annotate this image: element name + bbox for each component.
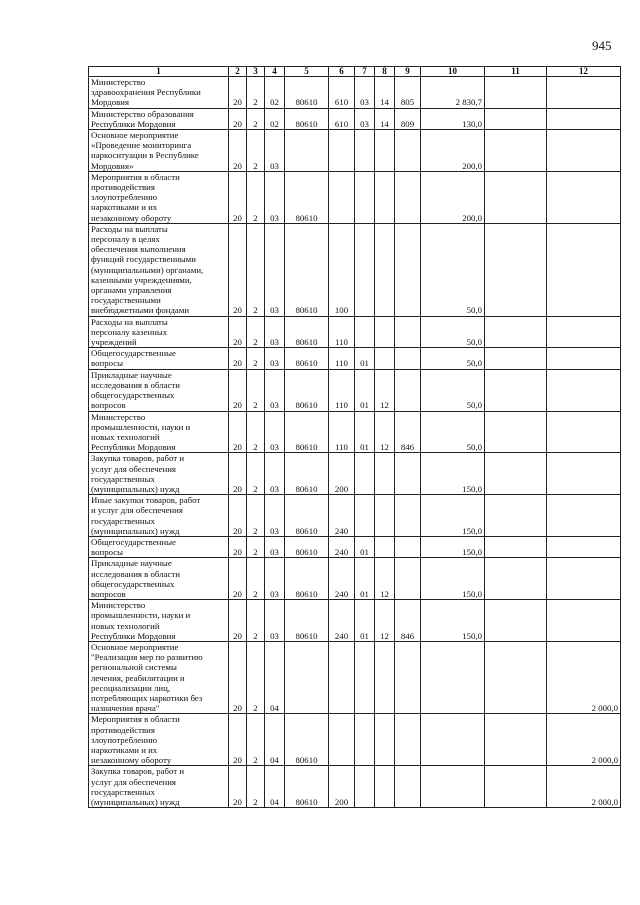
table-header-row <box>89 67 621 77</box>
column-5-cell: 80610 <box>285 714 329 766</box>
column-3-cell: 2 <box>247 348 265 369</box>
column-9-cell <box>395 223 421 316</box>
column-11-cell <box>485 558 547 600</box>
column-6-cell <box>329 714 355 766</box>
row-name-cell: Закупка товаров, работ и услуг для обеспечения государственных (муниципальных) нужд <box>89 766 229 808</box>
row-name-cell: Министерство промышленности, науки и новых технологий Республики Мордовия <box>89 600 229 642</box>
column-8-cell: 12 <box>375 369 395 411</box>
column-4-cell: 03 <box>265 536 285 557</box>
column-10-cell: 50,0 <box>421 348 485 369</box>
column-3-cell: 2 <box>247 641 265 713</box>
column-10-cell: 150,0 <box>421 453 485 495</box>
column-5-cell: 80610 <box>285 536 329 557</box>
table-row <box>89 77 621 109</box>
column-2-cell: 20 <box>229 369 247 411</box>
column-12-cell <box>547 600 621 642</box>
column-10-cell: 50,0 <box>421 369 485 411</box>
column-11-cell <box>485 641 547 713</box>
row-name-cell: Общегосударственные вопросы <box>89 536 229 557</box>
column-9-cell <box>395 714 421 766</box>
column-4-cell: 03 <box>265 369 285 411</box>
column-4-cell: 03 <box>265 600 285 642</box>
row-name-cell: Общегосударственные вопросы <box>89 348 229 369</box>
column-10-cell <box>421 641 485 713</box>
column-header-9: 9 <box>395 67 421 77</box>
table-row <box>89 600 621 642</box>
column-8-cell: 12 <box>375 558 395 600</box>
column-7-cell: 01 <box>355 600 375 642</box>
column-2-cell: 20 <box>229 316 247 348</box>
column-header-11: 11 <box>485 67 547 77</box>
column-5-cell: 80610 <box>285 348 329 369</box>
column-header-12: 12 <box>547 67 621 77</box>
column-12-cell <box>547 495 621 537</box>
column-11-cell <box>485 171 547 223</box>
column-8-cell <box>375 130 395 172</box>
column-5-cell: 80610 <box>285 453 329 495</box>
column-4-cell: 02 <box>265 77 285 109</box>
table-row <box>89 411 621 453</box>
column-12-cell <box>547 316 621 348</box>
row-name-cell: Министерство образования Республики Мордовия <box>89 108 229 129</box>
column-9-cell: 805 <box>395 77 421 109</box>
column-4-cell: 04 <box>265 766 285 808</box>
column-11-cell <box>485 348 547 369</box>
column-10-cell: 50,0 <box>421 411 485 453</box>
column-6-cell: 200 <box>329 766 355 808</box>
row-name-cell: Прикладные научные исследования в области общегосударственных вопросов <box>89 369 229 411</box>
column-3-cell: 2 <box>247 600 265 642</box>
column-12-cell <box>547 453 621 495</box>
column-10-cell: 200,0 <box>421 130 485 172</box>
column-9-cell <box>395 369 421 411</box>
column-11-cell <box>485 453 547 495</box>
column-10-cell <box>421 714 485 766</box>
column-6-cell: 100 <box>329 223 355 316</box>
column-4-cell: 02 <box>265 108 285 129</box>
column-2-cell: 20 <box>229 714 247 766</box>
column-6-cell <box>329 171 355 223</box>
column-7-cell <box>355 495 375 537</box>
column-11-cell <box>485 600 547 642</box>
column-12-cell <box>547 171 621 223</box>
column-7-cell <box>355 316 375 348</box>
column-header-4: 4 <box>265 67 285 77</box>
table-row <box>89 108 621 129</box>
column-8-cell <box>375 714 395 766</box>
column-11-cell <box>485 77 547 109</box>
column-7-cell: 03 <box>355 108 375 129</box>
row-name-cell: Основное мероприятие "Реализация мер по развитию региональной системы лечения, реабилитации и ресоциализации лиц, потребляющих наркотики без назначения врача" <box>89 641 229 713</box>
column-9-cell <box>395 453 421 495</box>
column-5-cell: 80610 <box>285 77 329 109</box>
column-5-cell <box>285 130 329 172</box>
column-7-cell: 01 <box>355 536 375 557</box>
column-10-cell: 2 830,7 <box>421 77 485 109</box>
column-8-cell <box>375 316 395 348</box>
column-header-1: 1 <box>89 67 229 77</box>
column-12-cell <box>547 369 621 411</box>
column-2-cell: 20 <box>229 536 247 557</box>
column-7-cell <box>355 223 375 316</box>
column-header-5: 5 <box>285 67 329 77</box>
column-3-cell: 2 <box>247 411 265 453</box>
column-4-cell: 03 <box>265 223 285 316</box>
column-8-cell <box>375 453 395 495</box>
column-3-cell: 2 <box>247 766 265 808</box>
table-row <box>89 766 621 808</box>
row-name-cell: Мероприятия в области противодействия злоупотреблению наркотиками и их незаконному обороту <box>89 171 229 223</box>
column-5-cell: 80610 <box>285 766 329 808</box>
table-row <box>89 348 621 369</box>
row-name-cell: Министерство здравоохранения Республики Мордовия <box>89 77 229 109</box>
column-3-cell: 2 <box>247 316 265 348</box>
table-row <box>89 453 621 495</box>
column-2-cell: 20 <box>229 600 247 642</box>
column-4-cell: 03 <box>265 453 285 495</box>
column-12-cell <box>547 130 621 172</box>
column-2-cell: 20 <box>229 411 247 453</box>
column-12-cell: 2 000,0 <box>547 714 621 766</box>
column-10-cell: 130,0 <box>421 108 485 129</box>
column-header-7: 7 <box>355 67 375 77</box>
column-6-cell <box>329 641 355 713</box>
table-row <box>89 171 621 223</box>
column-6-cell: 610 <box>329 108 355 129</box>
column-5-cell: 80610 <box>285 495 329 537</box>
column-3-cell: 2 <box>247 108 265 129</box>
column-5-cell: 80610 <box>285 600 329 642</box>
column-6-cell: 110 <box>329 348 355 369</box>
column-6-cell: 240 <box>329 600 355 642</box>
column-7-cell: 01 <box>355 369 375 411</box>
column-5-cell: 80610 <box>285 171 329 223</box>
column-2-cell: 20 <box>229 558 247 600</box>
column-7-cell <box>355 714 375 766</box>
column-2-cell: 20 <box>229 495 247 537</box>
column-9-cell <box>395 130 421 172</box>
table-row <box>89 558 621 600</box>
column-11-cell <box>485 495 547 537</box>
column-10-cell: 50,0 <box>421 223 485 316</box>
column-12-cell <box>547 536 621 557</box>
table-row <box>89 223 621 316</box>
column-4-cell: 03 <box>265 495 285 537</box>
column-6-cell: 240 <box>329 495 355 537</box>
column-6-cell: 240 <box>329 558 355 600</box>
column-2-cell: 20 <box>229 453 247 495</box>
column-3-cell: 2 <box>247 714 265 766</box>
column-3-cell: 2 <box>247 453 265 495</box>
column-11-cell <box>485 369 547 411</box>
column-7-cell: 01 <box>355 411 375 453</box>
column-9-cell <box>395 495 421 537</box>
column-3-cell: 2 <box>247 536 265 557</box>
column-3-cell: 2 <box>247 558 265 600</box>
column-7-cell: 03 <box>355 77 375 109</box>
column-9-cell <box>395 536 421 557</box>
column-11-cell <box>485 108 547 129</box>
column-11-cell <box>485 316 547 348</box>
column-10-cell: 200,0 <box>421 171 485 223</box>
column-2-cell: 20 <box>229 130 247 172</box>
column-12-cell <box>547 77 621 109</box>
column-7-cell <box>355 171 375 223</box>
column-10-cell: 150,0 <box>421 600 485 642</box>
column-8-cell <box>375 536 395 557</box>
column-7-cell <box>355 766 375 808</box>
page-number: 945 <box>592 38 612 53</box>
column-8-cell <box>375 223 395 316</box>
column-8-cell <box>375 641 395 713</box>
column-11-cell <box>485 766 547 808</box>
column-6-cell: 110 <box>329 369 355 411</box>
row-name-cell: Иные закупки товаров, работ и услуг для обеспечения государственных (муниципальных) нужд <box>89 495 229 537</box>
column-4-cell: 03 <box>265 171 285 223</box>
row-name-cell: Расходы на выплаты персоналу казенных учреждений <box>89 316 229 348</box>
column-5-cell: 80610 <box>285 108 329 129</box>
column-2-cell: 20 <box>229 77 247 109</box>
column-8-cell <box>375 766 395 808</box>
column-8-cell <box>375 495 395 537</box>
column-11-cell <box>485 223 547 316</box>
table-row <box>89 369 621 411</box>
column-3-cell: 2 <box>247 369 265 411</box>
column-12-cell <box>547 348 621 369</box>
column-11-cell <box>485 714 547 766</box>
column-4-cell: 03 <box>265 348 285 369</box>
column-header-10: 10 <box>421 67 485 77</box>
column-12-cell <box>547 223 621 316</box>
column-5-cell <box>285 641 329 713</box>
column-7-cell: 01 <box>355 348 375 369</box>
column-9-cell <box>395 766 421 808</box>
column-7-cell: 01 <box>355 558 375 600</box>
column-2-cell: 20 <box>229 108 247 129</box>
column-9-cell <box>395 348 421 369</box>
column-5-cell: 80610 <box>285 411 329 453</box>
column-3-cell: 2 <box>247 171 265 223</box>
column-6-cell: 110 <box>329 411 355 453</box>
column-4-cell: 04 <box>265 714 285 766</box>
column-9-cell: 809 <box>395 108 421 129</box>
column-10-cell: 50,0 <box>421 316 485 348</box>
column-4-cell: 03 <box>265 316 285 348</box>
column-3-cell: 2 <box>247 223 265 316</box>
budget-table <box>88 66 621 808</box>
column-5-cell: 80610 <box>285 223 329 316</box>
table-row <box>89 536 621 557</box>
column-7-cell <box>355 130 375 172</box>
column-10-cell <box>421 766 485 808</box>
table-row <box>89 316 621 348</box>
row-name-cell: Мероприятия в области противодействия злоупотреблению наркотиками и их незаконному обороту <box>89 714 229 766</box>
column-3-cell: 2 <box>247 77 265 109</box>
table-row <box>89 495 621 537</box>
column-10-cell: 150,0 <box>421 495 485 537</box>
table-body <box>89 77 621 808</box>
column-2-cell: 20 <box>229 641 247 713</box>
column-8-cell <box>375 348 395 369</box>
column-header-2: 2 <box>229 67 247 77</box>
column-2-cell: 20 <box>229 171 247 223</box>
column-12-cell <box>547 411 621 453</box>
column-7-cell <box>355 641 375 713</box>
column-12-cell: 2 000,0 <box>547 766 621 808</box>
column-9-cell <box>395 171 421 223</box>
column-5-cell: 80610 <box>285 316 329 348</box>
column-7-cell <box>355 453 375 495</box>
column-11-cell <box>485 536 547 557</box>
row-name-cell: Прикладные научные исследования в области общегосударственных вопросов <box>89 558 229 600</box>
table-row <box>89 641 621 713</box>
column-9-cell <box>395 558 421 600</box>
column-4-cell: 03 <box>265 130 285 172</box>
row-name-cell: Расходы на выплаты персоналу в целях обеспечения выполнения функций государственными (муниципальными) органами, казенными учреждениями, органами управления государственными внебюджетными фондами <box>89 223 229 316</box>
column-10-cell: 150,0 <box>421 536 485 557</box>
row-name-cell: Основное мероприятие «Проведение мониторинга наркоситуации в Республике Мордовия» <box>89 130 229 172</box>
column-11-cell <box>485 411 547 453</box>
column-header-6: 6 <box>329 67 355 77</box>
column-header-3: 3 <box>247 67 265 77</box>
column-12-cell <box>547 558 621 600</box>
column-9-cell <box>395 641 421 713</box>
column-3-cell: 2 <box>247 130 265 172</box>
column-4-cell: 04 <box>265 641 285 713</box>
column-2-cell: 20 <box>229 223 247 316</box>
column-8-cell: 12 <box>375 411 395 453</box>
column-8-cell: 14 <box>375 77 395 109</box>
row-name-cell: Закупка товаров, работ и услуг для обеспечения государственных (муниципальных) нужд <box>89 453 229 495</box>
column-5-cell: 80610 <box>285 558 329 600</box>
column-11-cell <box>485 130 547 172</box>
column-header-8: 8 <box>375 67 395 77</box>
column-9-cell: 846 <box>395 411 421 453</box>
column-9-cell <box>395 316 421 348</box>
column-12-cell: 2 000,0 <box>547 641 621 713</box>
column-3-cell: 2 <box>247 495 265 537</box>
row-name-cell: Министерство промышленности, науки и новых технологий Республики Мордовия <box>89 411 229 453</box>
column-4-cell: 03 <box>265 411 285 453</box>
column-12-cell <box>547 108 621 129</box>
column-6-cell: 200 <box>329 453 355 495</box>
table-row <box>89 714 621 766</box>
column-6-cell: 240 <box>329 536 355 557</box>
column-6-cell: 610 <box>329 77 355 109</box>
column-8-cell: 12 <box>375 600 395 642</box>
column-8-cell: 14 <box>375 108 395 129</box>
column-8-cell <box>375 171 395 223</box>
column-2-cell: 20 <box>229 766 247 808</box>
column-5-cell: 80610 <box>285 369 329 411</box>
column-9-cell: 846 <box>395 600 421 642</box>
column-10-cell: 150,0 <box>421 558 485 600</box>
column-6-cell <box>329 130 355 172</box>
table-row <box>89 130 621 172</box>
column-4-cell: 03 <box>265 558 285 600</box>
column-6-cell: 110 <box>329 316 355 348</box>
column-2-cell: 20 <box>229 348 247 369</box>
